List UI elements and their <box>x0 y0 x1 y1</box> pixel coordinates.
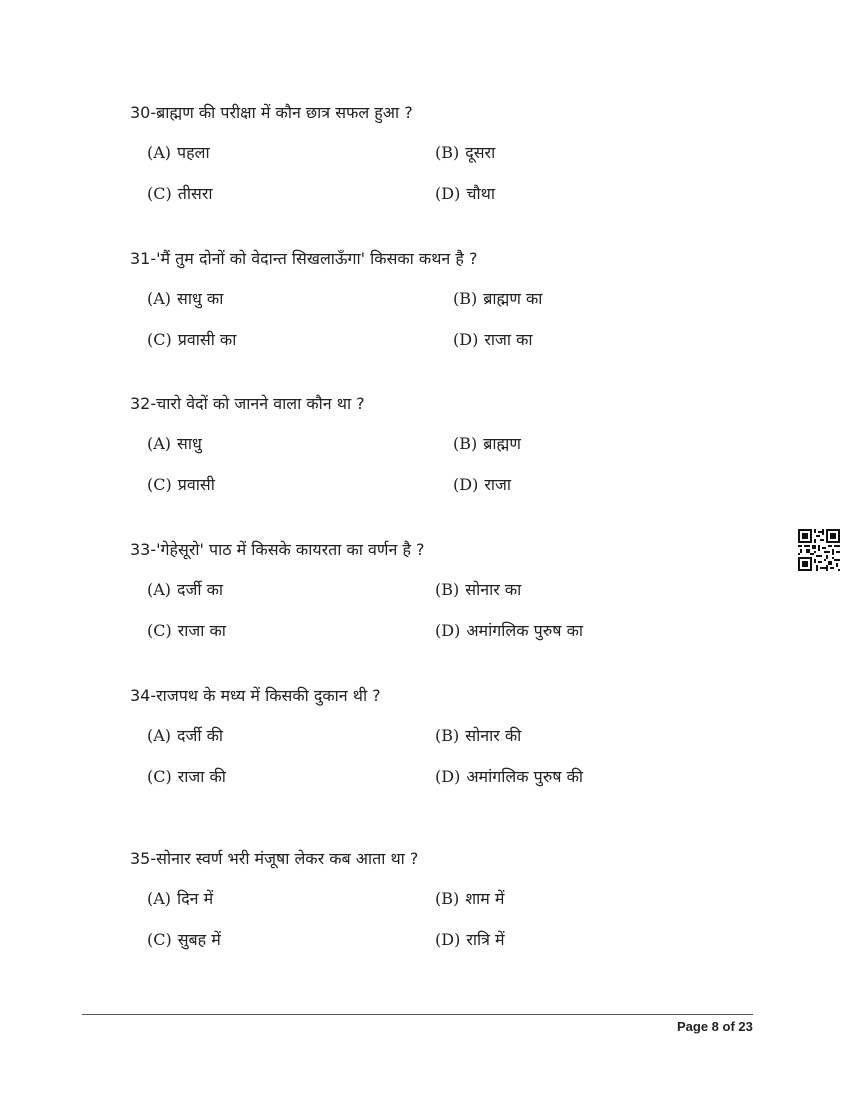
option-a: (A) पहला <box>147 143 210 162</box>
option-b: (B) सोनार का <box>435 580 522 599</box>
option-a: (A) साधु का <box>147 289 224 308</box>
option-c: (C) प्रवासी का <box>147 330 237 349</box>
question-34 <box>0 686 850 816</box>
question-32 <box>0 394 850 524</box>
option-b: (B) ब्राह्मण का <box>453 289 543 308</box>
page-number: Page 8 of 23 <box>677 1019 753 1034</box>
option-c: (C) सुबह में <box>147 930 221 949</box>
question-text: 31-'मैं तुम दोनों को वेदान्त सिखलाऊँगा' किसका कथन है ? <box>130 249 478 268</box>
question-30 <box>0 103 850 233</box>
option-b: (B) दूसरा <box>435 143 496 162</box>
question-31 <box>0 249 850 379</box>
option-d: (D) अमांगलिक पुरुष की <box>435 767 584 786</box>
option-d: (D) राजा <box>453 475 512 494</box>
option-a: (A) दर्जी का <box>147 580 224 599</box>
question-text: 33-'गेहेसूरो' पाठ में किसके कायरता का वर्णन है ? <box>130 540 425 559</box>
option-c: (C) राजा का <box>147 621 226 640</box>
option-a: (A) दर्जी की <box>147 726 224 745</box>
option-c: (C) तीसरा <box>147 184 213 203</box>
question-33 <box>0 540 850 670</box>
question-35 <box>0 849 850 979</box>
option-c: (C) राजा की <box>147 767 226 786</box>
option-a: (A) साधु <box>147 434 202 453</box>
footer-divider <box>82 1014 753 1015</box>
option-d: (D) चौथा <box>435 184 495 203</box>
option-d: (D) राजा का <box>453 330 533 349</box>
option-d: (D) अमांगलिक पुरुष का <box>435 621 584 640</box>
question-text: 35-सोनार स्वर्ण भरी मंजूषा लेकर कब आता था ? <box>130 849 419 868</box>
question-text: 32-चारो वेदों को जानने वाला कौन था ? <box>130 394 365 413</box>
qr-code-icon <box>798 529 840 571</box>
option-c: (C) प्रवासी <box>147 475 215 494</box>
option-b: (B) ब्राह्मण <box>453 434 521 453</box>
option-b: (B) सोनार की <box>435 726 522 745</box>
option-d: (D) रात्रि में <box>435 930 505 949</box>
question-text: 34-राजपथ के मध्य में किसकी दुकान थी ? <box>130 686 381 705</box>
question-text: 30-ब्राह्मण की परीक्षा में कौन छात्र सफल हुआ ? <box>130 103 413 122</box>
option-a: (A) दिन में <box>147 889 214 908</box>
option-b: (B) शाम में <box>435 889 505 908</box>
